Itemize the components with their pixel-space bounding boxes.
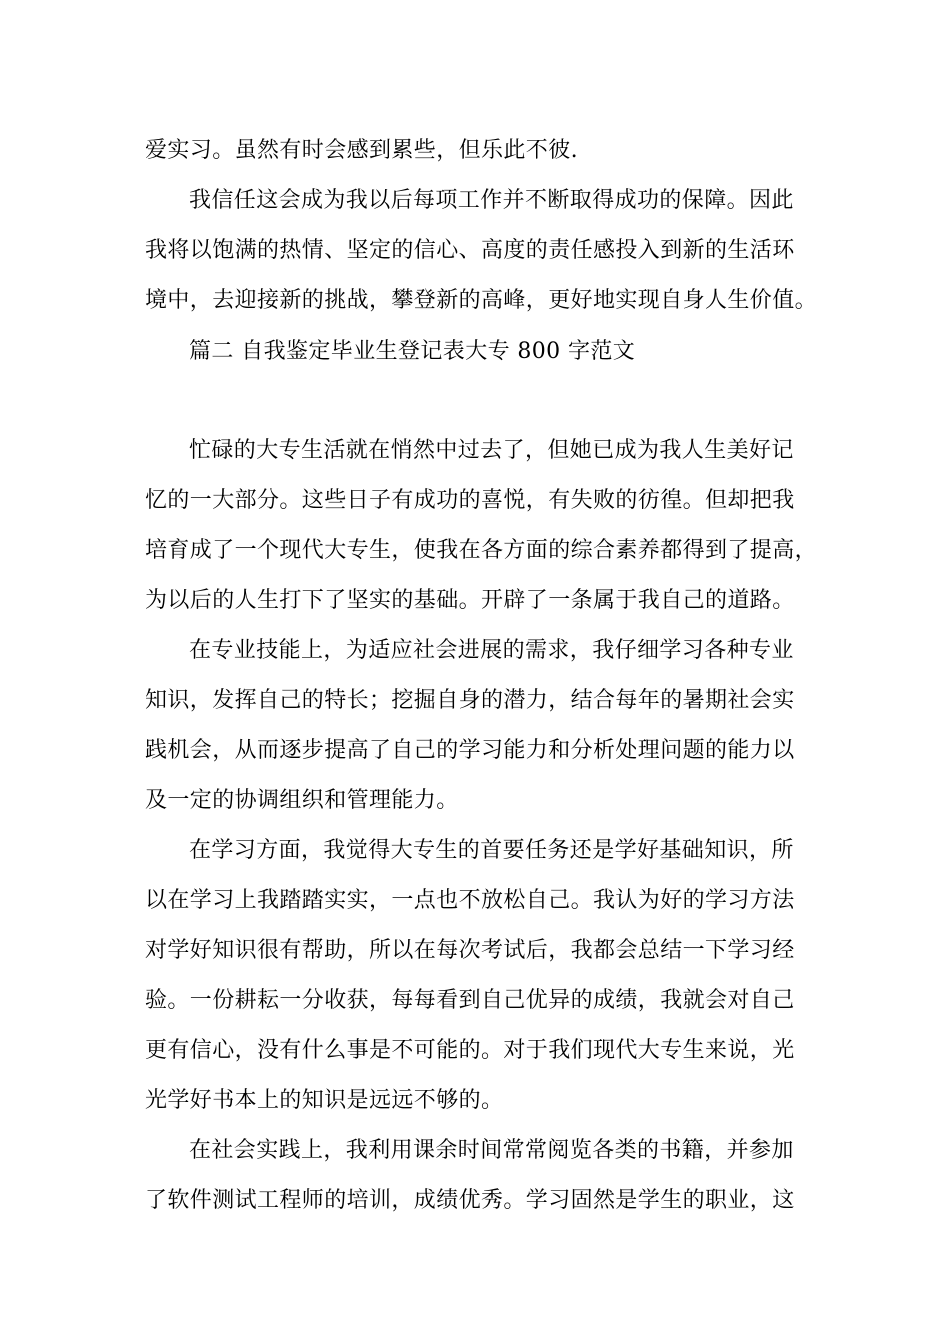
text-line: 忙碌的大专生活就在悄然中过去了，但她已成为我人生美好记 bbox=[189, 438, 794, 463]
text-line: 在专业技能上，为适应社会进展的需求，我仔细学习各种专业 bbox=[189, 638, 794, 663]
text-line: 更有信心，没有什么事是不可能的。对于我们现代大专生来说，光 bbox=[145, 1038, 795, 1063]
text-line: 及一定的协调组织和管理能力。 bbox=[145, 788, 459, 813]
text-line: 在社会实践上，我利用课余时间常常阅览各类的书籍，并参加 bbox=[189, 1138, 794, 1163]
text-line: 在学习方面，我觉得大专生的首要任务还是学好基础知识，所 bbox=[189, 838, 794, 863]
text-line: 我信任这会成为我以后每项工作并不断取得成功的保障。因此 bbox=[189, 188, 794, 213]
text-line: 验。一份耕耘一分收获，每每看到自己优异的成绩，我就会对自己 bbox=[145, 988, 795, 1013]
text-line: 我将以饱满的热情、坚定的信心、高度的责任感投入到新的生活环 bbox=[145, 238, 795, 263]
text-line: 对学好知识很有帮助，所以在每次考试后，我都会总结一下学习经 bbox=[145, 938, 795, 963]
text-line: 光学好书本上的知识是远远不够的。 bbox=[145, 1088, 504, 1113]
text-line: 忆的一大部分。这些日子有成功的喜悦，有失败的彷徨。但却把我 bbox=[145, 488, 795, 513]
text-line: 知识，发挥自己的特长；挖掘自身的潜力，结合每年的暑期社会实 bbox=[145, 688, 795, 713]
text-line: 以在学习上我踏踏实实，一点也不放松自己。我认为好的学习方法 bbox=[145, 888, 795, 913]
text-line: 培育成了一个现代大专生，使我在各方面的综合素养都得到了提高， bbox=[145, 538, 818, 563]
text-line: 了软件测试工程师的培训，成绩优秀。学习固然是学生的职业，这 bbox=[145, 1188, 795, 1213]
section-heading: 篇二 自我鉴定毕业生登记表大专 800 字范文 bbox=[189, 339, 636, 364]
text-line: 践机会，从而逐步提高了自己的学习能力和分析处理问题的能力以 bbox=[145, 738, 795, 763]
text-line: 为以后的人生打下了坚实的基础。开辟了一条属于我自己的道路。 bbox=[145, 588, 795, 613]
text-line: 爱实习。虽然有时会感到累些，但乐此不彼. bbox=[145, 138, 578, 163]
text-line: 境中，去迎接新的挑战，攀登新的高峰，更好地实现自身人生价值。 bbox=[145, 288, 818, 313]
